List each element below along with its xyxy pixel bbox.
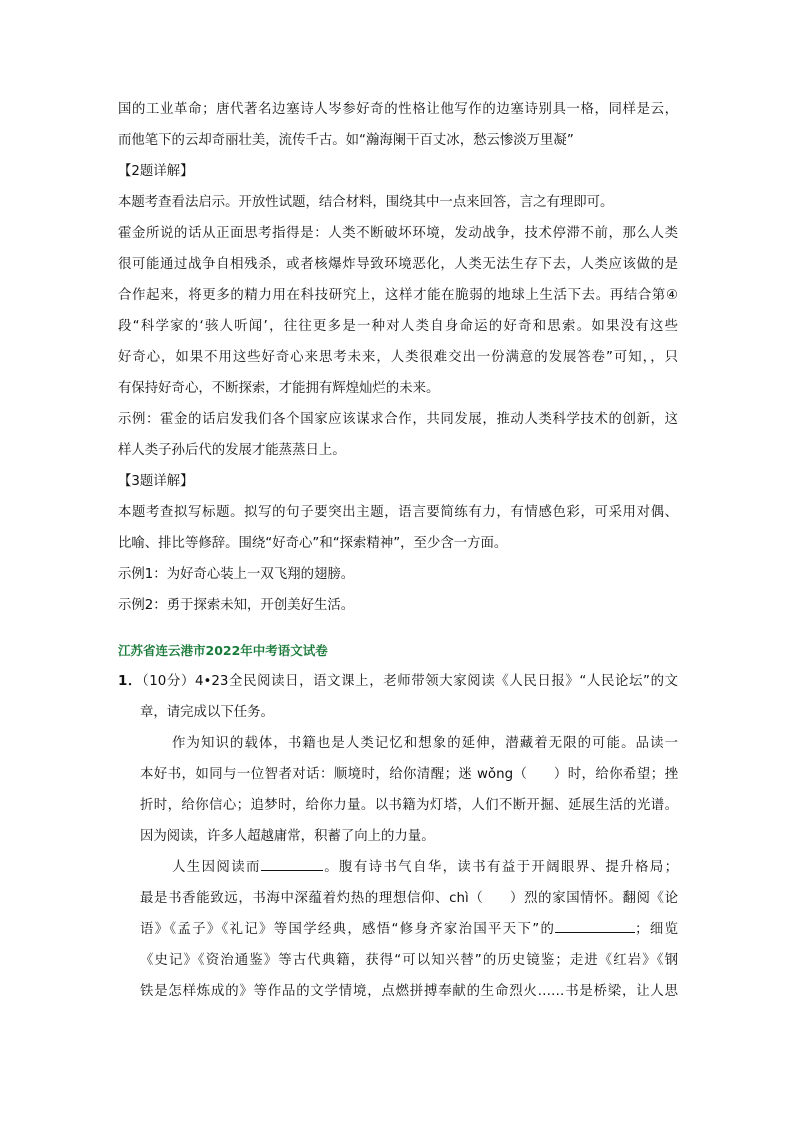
passage-text: 本好书，如同与一位智者对话：顺境时，给你清醒；迷 wǒng（	[140, 767, 528, 782]
question-number: 1．	[118, 674, 142, 689]
text-line: 而他笔下的云却奇丽壮美，流传千古。如“瀚海阑干百丈冰，愁云惨淡万里凝”	[118, 133, 574, 148]
text-line: 霍金所说的话从正面思考指得是：人类不断破坏环境，发动战争，技术停滞不前，那么人类	[118, 226, 678, 241]
text-line: 比喻、排比等修辞。围绕“好奇心”和“探索精神”，至少含一方面。	[118, 536, 508, 551]
passage-line	[118, 759, 678, 790]
passage-line	[118, 852, 678, 883]
answer-blank[interactable]	[555, 918, 635, 933]
answer-blank[interactable]	[261, 856, 323, 871]
text-line: 好奇心，如果不用这些好奇心来思考未来，人类很难交出一份满意的发展答卷”可知，，只	[118, 350, 678, 365]
question-1-line	[118, 666, 678, 697]
q2-heading: 【2题详解】	[118, 164, 194, 179]
exam-title: 江苏省连云港市2022年中考语文试卷	[118, 643, 328, 658]
question-1-line: 章，请完成以下任务。	[140, 705, 274, 720]
passage-text: 语》《孟子》《礼记》等国学经典，感悟“修身齐家治国平天下”的	[140, 922, 556, 937]
q3-heading: 【3题详解】	[118, 474, 194, 489]
passage-line: 折时，给你信心；追梦时，给你力量。以书籍为灯塔，人们不断开掘、延展生活的光谱。	[140, 798, 678, 813]
text-line: 示例2：勇于探索未知，开创美好生活。	[118, 598, 355, 613]
passage-text: 人生因阅读而	[172, 860, 261, 875]
passage-line	[118, 914, 678, 945]
text-line: 示例1：为好奇心装上一双飞翔的翅膀。	[118, 567, 355, 582]
text-line: 示例：霍金的话启发我们各个国家应该谋求合作，共同发展，推动人类科学技术的创新，这	[118, 412, 678, 427]
text-line: 段“科学家的‘骇人听闻’，往往更多是一种对人类自身命运的好奇和思索。如果没有这些	[118, 319, 678, 334]
text-line: 样人类子孙后代的发展才能蒸蒸日上。	[118, 443, 346, 458]
passage-line: 《史记》《资治通鉴》等古代典籍，获得“可以知兴替”的历史镜鉴；走进《红岩》《钢	[140, 953, 678, 968]
question-text: （10分）4•23全民阅读日，语文课上，老师带领大家阅读《人民日报》“人民论坛”的文	[141, 674, 678, 689]
document-page	[118, 94, 678, 1007]
passage-line: 铁是怎样炼成的》等作品的文学情境，点燃拼搏奉献的生命烈火……书是桥梁，让人思	[140, 984, 678, 999]
passage-text: 。腹有诗书气自华，读书有益于开阔眼界、提升格局；	[322, 860, 678, 875]
passage-line: 因为阅读，许多人超越庸常，积蓄了向上的力量。	[140, 829, 435, 844]
passage-text: ）烈的家国情怀。翻阅《论	[509, 891, 678, 906]
text-line: 本题考查看法启示。开放性试题，结合材料，围绕其中一点来回答，言之有理即可。	[118, 195, 614, 210]
passage-text: 最是书香能致远，书海中深蕴着灼热的理想信仰、chì（	[140, 891, 484, 906]
text-line: 合作起来，将更多的精力用在科技研究上，这样才能在脆弱的地球上生活下去。再结合第④	[118, 288, 678, 303]
text-line: 国的工业革命；唐代著名边塞诗人岑参好奇的性格让他写作的边塞诗别具一格，同样是云，	[118, 102, 678, 117]
text-line: 本题考查拟写标题。拟写的句子要突出主题，语言要简练有力，有情感色彩，可采用对偶、	[118, 505, 678, 520]
passage-text: ；细览	[635, 922, 678, 937]
text-line: 很可能通过战争自相残杀，或者核爆炸导致环境恶化，人类无法生存下去，人类应该做的是	[118, 257, 678, 272]
passage-text: ）时，给你希望；挫	[553, 767, 678, 782]
passage-line	[118, 883, 678, 914]
passage-line: 作为知识的载体，书籍也是人类记忆和想象的延伸，潜藏着无限的可能。品读一	[172, 736, 678, 751]
text-line: 有保持好奇心，不断探索，才能拥有辉煌灿烂的未来。	[118, 381, 440, 396]
